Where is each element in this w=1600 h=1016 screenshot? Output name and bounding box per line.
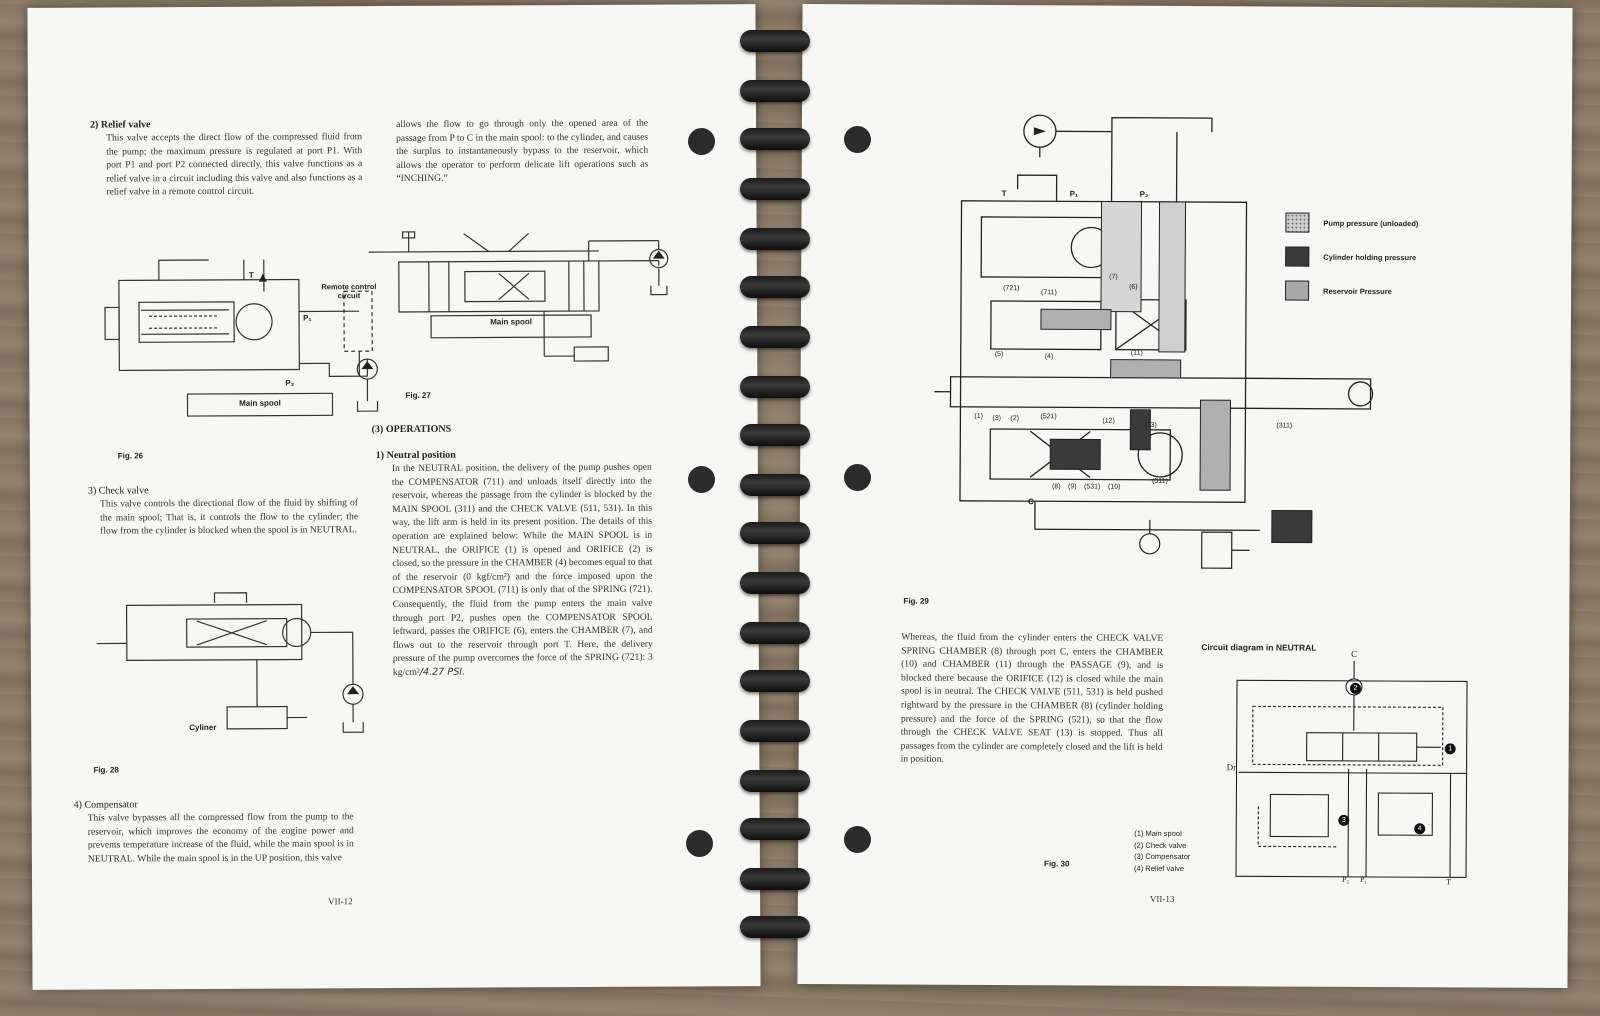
fig29-port-p2: P₂ xyxy=(1139,189,1149,199)
marker-4-relief-valve: 4 xyxy=(1414,823,1425,834)
fig27-compensator-diagram xyxy=(369,221,660,373)
fig26-caption: Fig. 26 xyxy=(117,451,144,461)
circuit-diagram-title: Circuit diagram in NEUTRAL xyxy=(1201,642,1317,653)
fig26-remote-control-label: Remote control circuit xyxy=(321,282,377,301)
left-page-number: VII-12 xyxy=(328,896,353,907)
callout-7: (7) xyxy=(1109,273,1118,281)
marker-2-check-valve: 2 xyxy=(1350,683,1361,694)
fig29-port-p1: P₁ xyxy=(1069,189,1079,199)
fig28-check-valve-diagram xyxy=(96,584,377,735)
circuit-label-p2: P₂ xyxy=(1341,874,1350,884)
neutral-position-text xyxy=(392,461,653,680)
binding-coil xyxy=(740,30,810,52)
binding-coil xyxy=(740,276,810,298)
fig28-caption: Fig. 28 xyxy=(93,765,119,775)
binding-coil xyxy=(740,424,810,446)
callout-511: (511) xyxy=(1152,477,1168,485)
fig28-cylinder-label: Cyliner xyxy=(189,722,217,733)
callout-13: (13) xyxy=(1144,421,1157,429)
callout-521: (521) xyxy=(1040,413,1057,421)
binding-coil xyxy=(740,178,810,200)
callout-2: (2) xyxy=(1010,415,1019,423)
fig26-port-t: T xyxy=(248,270,254,280)
relief-valve-heading: 2) Relief valve xyxy=(90,119,151,131)
callout-10: (10) xyxy=(1108,483,1121,491)
inching-paragraph: allows the flow to go through only the opened area of the passage from P to C in the main spool: to the cylinder, and causes the surplus to instantaneously bypass to the reservoir, which allows the operator to perform delicate lift operations such as “INCHING.” xyxy=(396,117,649,185)
fig27-main-spool-label: Main spool xyxy=(490,317,532,327)
punch-hole xyxy=(686,830,713,857)
relief-valve-text: This valve accepts the direct flow of the compressed fluid from the pump; the maximum pressure is regulated at port P1. With port P1 and port P2 connected directly, this valve functions as a relief valve in a circuit including this valve and also functions as a relief valve in a remote control circuit. xyxy=(106,131,363,198)
callout-9: (9) xyxy=(1068,483,1077,491)
right-page-number: VII-13 xyxy=(1149,893,1175,904)
binding-coil xyxy=(740,522,810,544)
callout-8: (8) xyxy=(1052,483,1061,491)
fig26-main-spool-label: Main spool xyxy=(239,398,281,408)
fig27-caption: Fig. 27 xyxy=(405,390,431,400)
circuit-key xyxy=(1134,828,1191,874)
marker-1-main-spool: 1 xyxy=(1445,743,1456,754)
binding-coil xyxy=(740,572,810,594)
callout-12: (12) xyxy=(1102,417,1115,425)
fig30-caption: Fig. 30 xyxy=(1044,859,1070,869)
punch-hole xyxy=(844,826,871,853)
operations-heading: (3) OPERATIONS xyxy=(371,423,452,436)
marker-3-compensator: 3 xyxy=(1338,815,1349,826)
binding-coil xyxy=(740,80,810,102)
neutral-circuit-diagram xyxy=(1218,656,1479,887)
key-compensator: (3) Compensator xyxy=(1134,851,1191,862)
punch-hole xyxy=(688,466,715,493)
check-valve-spring-paragraph: Whereas, the fluid from the cylinder enters the CHECK VALVE SPRING CHAMBER (8) through port C, enters the CHAMBER (10) and CHAMBER (11) through the PASSAGE (9), and is blocked there because the ORIFICE (12) is closed while the main spool is in neutral. The CHECK VALVE (511, 531) is held pushed rightward by the pressure in the CHAMBER (8) (cylinder holding pressure) and the force of the SPRING (521), so that the flow through the CHECK VALVE SEAT (13) is stopped. Thus all passages from the cylinder are completely closed and the lift is held in position. xyxy=(900,631,1164,766)
binding-coil xyxy=(740,818,810,840)
binding-coil xyxy=(740,128,810,150)
binding-coil xyxy=(740,326,810,348)
fig29-port-t: T xyxy=(1001,189,1007,199)
circuit-label-c: C xyxy=(1351,648,1358,659)
fig26-port-p2: P₂ xyxy=(285,378,295,388)
neutral-position-heading: 1) Neutral position xyxy=(375,449,456,462)
circuit-label-dr: Dr xyxy=(1226,762,1237,773)
legend-pump-pressure-label: Pump pressure (unloaded) xyxy=(1323,218,1419,229)
callout-721: (721) xyxy=(1003,285,1020,293)
callout-5: (5) xyxy=(994,351,1004,359)
fig29-port-c: C xyxy=(1027,497,1034,507)
callout-6: (6) xyxy=(1129,283,1138,291)
legend-reservoir-pressure-label: Reservoir Pressure xyxy=(1323,286,1392,297)
compensator-heading: 4) Compensator xyxy=(73,799,138,811)
binding-coil xyxy=(740,474,810,496)
callout-711: (711) xyxy=(1041,289,1057,297)
fig26-port-p1: P₁ xyxy=(303,313,312,323)
callout-1: (1) xyxy=(974,412,983,420)
binding-coil xyxy=(740,376,810,398)
punch-hole xyxy=(844,126,871,153)
callout-11: (11) xyxy=(1130,349,1143,357)
circuit-label-t: T xyxy=(1445,877,1451,887)
key-main-spool: (1) Main spool xyxy=(1134,828,1182,838)
binding-coil xyxy=(740,622,810,644)
legend-reservoir-pressure-swatch xyxy=(1285,281,1309,301)
right-manual-page xyxy=(797,4,1572,988)
legend-cylinder-holding-label: Cylinder holding pressure xyxy=(1323,252,1417,263)
check-valve-heading: 3) Check valve xyxy=(87,485,149,497)
key-check-valve: (2) Check valve xyxy=(1134,840,1187,850)
legend-pump-pressure-swatch xyxy=(1285,213,1309,233)
fig29-lower-circuit xyxy=(1130,506,1320,587)
binding-coil xyxy=(740,868,810,890)
check-valve-text: This valve controls the directional flow of the fluid by shifting of the main spool; That is, it controls the flow to the cylinder; the flow from the cylinder is blocked when the spool is in NEUTRAL. xyxy=(100,497,359,537)
binding-coil xyxy=(740,670,810,692)
handwritten-psi-note: /4.27 PSI. xyxy=(419,666,466,678)
callout-311: (311) xyxy=(1276,422,1293,430)
left-manual-page xyxy=(27,4,760,990)
binding-coil xyxy=(740,228,810,250)
fig29-caption: Fig. 29 xyxy=(903,596,929,606)
punch-hole xyxy=(688,128,715,155)
binding-coil xyxy=(740,770,810,792)
callout-4: (4) xyxy=(1044,353,1054,361)
callout-3: (3) xyxy=(992,414,1001,423)
legend-cylinder-holding-swatch xyxy=(1285,247,1309,267)
key-relief-valve: (4) Relief valve xyxy=(1134,863,1185,873)
binding-coil xyxy=(740,916,810,938)
compensator-text: This valve bypasses all the compressed flow from the pump to the reservoir, which improves the economy of the engine power and prevents temperature increase of the fluid, while the main spool is in NEUTRAL. While the main spool is in the UP position, this valve xyxy=(87,811,354,865)
neutral-position-body: In the NEUTRAL position, the delivery of the pump pushes open the COMPENSATOR (711) and unloads itself directly into the reservoir, whereas the passage from the cylinder is blocked by the MAIN SPOOL (311) and the CHECK VALVE (511, 531). In this way, the lift arm is held in its present position. The details of this operation are explained below: While the MAIN SPOOL is in NEUTRAL, the ORIFICE (1) is opened and ORIFICE (2) is closed, so the pressure in the CHAMBER (4) becomes equal to that of the reservoir (0 kgf/cm²) and the force imposed upon the COMPENSATOR SPOOL (711) is only that of the SPRING (721). Consequently, the fluid from the pump enters the main valve through port P2, pushes open the COMPENSATOR SPOOL leftward, passes the ORIFICE (6), enters the CHAMBER (7), and flows out to the reservoir through port T. Here, the delivery pressure of the pump overcomes the force of the SPRING (721): 3 kg/cm² xyxy=(391,461,653,678)
circuit-label-p1: P₁ xyxy=(1359,874,1368,884)
punch-hole xyxy=(844,464,871,491)
callout-531: (531) xyxy=(1084,483,1101,491)
fig29-valve-cross-section xyxy=(930,109,1352,541)
binding-coil xyxy=(740,720,810,742)
